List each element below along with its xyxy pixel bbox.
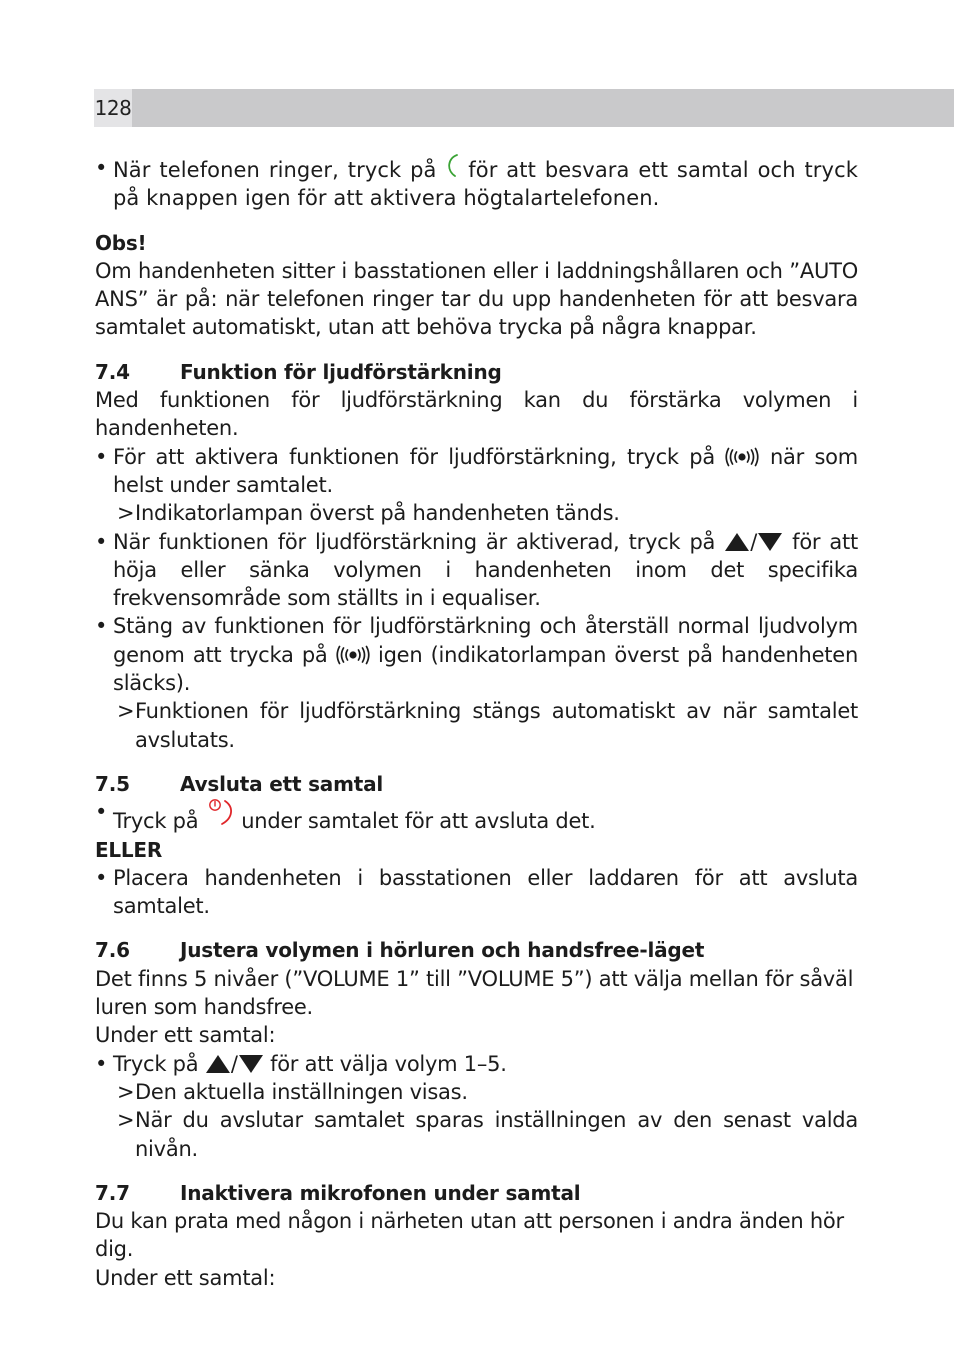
bullet-place-handset: • Placera handenheten i basstationen eller laddaren för att avsluta samtalet. xyxy=(95,865,858,919)
page-content xyxy=(95,154,858,1292)
volume-up-icon xyxy=(205,1054,231,1074)
bullet-activate-amplify: • För att aktivera funktionen för ljudförstärkning, tryck på när som helst under samtalet. xyxy=(95,444,858,497)
green-handset-icon xyxy=(445,154,459,178)
section-7-6-intro: Det finns 5 nivåer (”VOLUME 1” till ”VOLUME 5”) att välja mellan för såväl luren som handsfree. xyxy=(95,966,854,1020)
result-setting-saved: > När du avslutar samtalet sparas inställningen av den senast valda nivån. xyxy=(117,1108,858,1161)
section-7-7-during: Under ett samtal: xyxy=(95,1265,276,1290)
end-call-icon xyxy=(205,798,235,826)
bullet-deactivate-amplify: • Stäng av funktionen för ljudförstärkning och återställ normal ljudvolym genom att trycka på igen (indikatorlampan överst på handenheten släcks). xyxy=(95,614,858,696)
or-label: ELLER xyxy=(95,837,162,862)
result-setting-shown: > Den aktuella inställningen visas. xyxy=(117,1079,468,1104)
amplify-icon xyxy=(725,447,759,467)
section-heading-7-7: 7.7 Inaktivera mikrofonen under samtal xyxy=(95,1180,581,1205)
section-7-7-intro: Du kan prata med någon i närheten utan att personen i andra änden hör dig. xyxy=(95,1209,844,1262)
volume-down-icon xyxy=(757,532,783,552)
result-auto-off: > Funktionen för ljudförstärkning stängs automatiskt av när samtalet avslutats. xyxy=(117,699,858,752)
section-7-4-intro: Med funktionen för ljudförstärkning kan du förstärka volymen i handenheten. xyxy=(95,388,858,441)
section-heading-7-4: 7.4 Funktion för ljudförstärkning xyxy=(95,359,502,384)
bullet-select-volume: • Tryck på / för att välja volym 1–5. xyxy=(95,1051,507,1076)
bullet-end-call: • Tryck på under samtalet för att avsluta det. xyxy=(95,800,596,834)
volume-down-icon xyxy=(238,1054,264,1074)
note-title: Obs! xyxy=(95,230,147,255)
amplify-icon xyxy=(336,645,370,665)
volume-up-icon xyxy=(724,532,750,552)
section-heading-7-5: 7.5 Avsluta ett samtal xyxy=(95,771,384,796)
note-text: Om handenheten sitter i basstationen eller i laddningshållaren och ”AUTO ANS” är på: när telefonen ringer tar du upp handenheten för att besvara samtalet automatiskt, utan att behöva trycka på några knappar. xyxy=(95,258,858,340)
bullet-adjust-volume: • När funktionen för ljudförstärkning är aktiverad, tryck på / för att höja eller sänka volymen i handenheten inom det specifika frekvensområde som ställts in i equaliser. xyxy=(95,529,858,611)
page-number: 128 xyxy=(94,89,132,127)
section-7-6-during: Under ett samtal: xyxy=(95,1023,276,1048)
page-header-bar xyxy=(94,89,954,127)
bullet-answer-call: • När telefonen ringer, tryck på för att besvara ett samtal och tryck på knappen igen för att aktivera högtalartelefonen. xyxy=(95,156,858,211)
result-indicator-on: > Indikatorlampan överst på handenheten tänds. xyxy=(117,501,620,526)
section-heading-7-6: 7.6 Justera volymen i hörluren och handsfree-läget xyxy=(95,938,705,963)
